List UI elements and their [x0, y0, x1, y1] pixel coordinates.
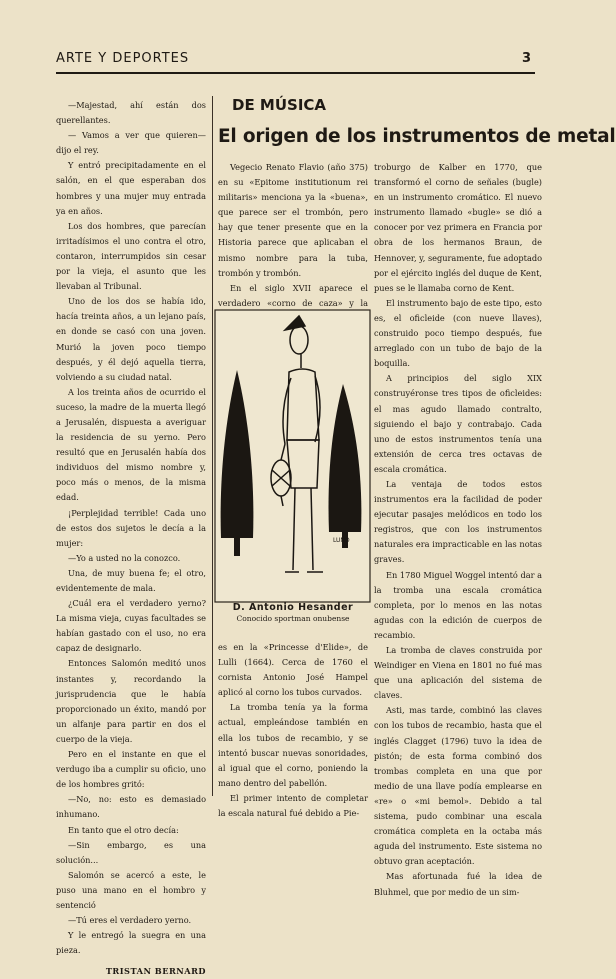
story-paragraph: — Vamos a ver que quieren— dijo el rey.	[56, 130, 206, 156]
story-paragraph: Y le entregó la suegra en una pieza.	[56, 930, 206, 956]
article-column-2-top	[218, 160, 368, 308]
article-paragraph: Asti, mas tarde, combinó las claves con los tubos de recambio, hasta que el inglés Clagget (1796) tuvo la idea de pistón; de esta forma combinó dos trombas completa en una que por medio de una llave podía emplearse en «re» o «mi bemol». Debido a tal sistema, pudo combinar una escala cromática completa en la octaba más aguda del instrumento. Este sistema no obtuvo gran aceptación.	[374, 705, 542, 867]
story-paragraph: —Sin embargo, es una solución...	[56, 839, 206, 865]
article-paragraph: El primer intento de completar la escala natural fué debido a Pie-	[218, 792, 368, 819]
article-paragraph: La tromba tenía ya la forma actual, empleándose también en ella los tubos de recambio, y se intentó buscar nuevas sonoridades, al igual que el corno, poniendo la mano dentro del pabellón.	[218, 702, 368, 788]
story-paragraph: Uno de los dos se había ido, hacía treinta años, a un lejano país, en donde se casó con una joven. Murió la joven poco tiempo después, y él dejó aquella tierra, volviendo a su ciudad natal.	[56, 296, 206, 382]
article-paragraph: troburgo de Kalber en 1770, que transformó el corno de señales (bugle) en un instrumento cromático. El nuevo instrumento llamado «bugle» se dió a conocer por vez primera en Francia por obra de los hermanos Braun, de Hennover, y, seguramente, fue adoptado por el ejército inglés del duque de Kent, pues se le llamaba corno de Kent.	[374, 162, 542, 293]
story-paragraph: ¿Cuál era el verdadero yerno? La misma vieja, cuyas facultades se habían gastado con el uso, no era capaz de designarlo.	[56, 598, 206, 654]
story-paragraph: Los dos hombres, que parecían irritadísimos el uno contra el otro, contaron, interrumpidos sin cesar por la vieja, el asunto que les llevaban al Tribunal.	[56, 220, 206, 292]
article-paragraph: A principios del siglo XIX construyéronse tres tipos de oficleides: el mas agudo llamado contralto, siguiendo el bajo y contrabajo. Cada uno de estos instrumentos tenía una extensión de cerca tres octavas de escala cromática.	[374, 373, 542, 474]
story-paragraph: —Yo a usted no la conozco.	[68, 552, 181, 563]
column-divider	[212, 96, 213, 796]
article-paragraph: Mas afortunada fué la idea de Bluhmel, que por medio de un sim-	[374, 871, 542, 897]
story-paragraph: ¡Perplejidad terrible! Cada uno de estos dos sujetos le decía a la mujer:	[56, 507, 206, 548]
article-column-2-bottom	[218, 640, 368, 819]
story-paragraph: A los treinta años de ocurrido el suceso, la madre de la muerta llegó a Jerusalén, dispuesta a averiguar la residencia de su yerno. Pero resultó que en Jerusalén había dos individuos del mismo nombre y, poco más o menos, de la misma edad.	[56, 386, 206, 503]
figure-caption	[218, 602, 368, 623]
page-number: 3	[521, 50, 531, 66]
story-column	[56, 98, 206, 977]
story-paragraph: —No, no: esto es demasiado inhumano.	[56, 794, 206, 820]
caricature-illustration	[215, 310, 370, 602]
article-paragraph: La tromba de claves construida por Weindiger en Viena en 1801 no fué mas que una aplicación del sistema de claves.	[374, 645, 542, 701]
author-signature: TRISTAN BERNARD	[105, 966, 206, 977]
caption-name: D. Antonio Hesander	[232, 602, 354, 613]
article-paragraph: es en la «Princesse d'Elide», de Lulli (1664). Cerca de 1760 el cornista Antonio José Hampel aplicó al corno los tubos curvados.	[218, 642, 368, 698]
article-headline: El origen de los instrumentos de metal	[218, 126, 616, 147]
story-paragraph: Entonces Salomón meditó unos instantes y, recordando la jurisprudencia que le había proporcionado un éxito, mandó por un alfanje para partir en dos el cuerpo de la vieja.	[56, 658, 206, 744]
article-paragraph: Vegecio Renato Flavio (año 375) en su «Epitome institutionum rei militaris» menciona ya la «buena», que parece ser el trombón, pero hay que tener presente que en la Historia parece que aplicaban el mismo nombre para la tuba, trombón y trombón.	[218, 162, 368, 278]
article-paragraph: La ventaja de todos estos instrumentos era la facilidad de poder ejecutar pasajes melódicos en todo los registros, que con los instrumentos naturales era impracticable en las notas graves.	[374, 478, 542, 565]
story-paragraph: —Tú eres el verdadero yerno.	[68, 915, 192, 926]
header-rule	[56, 72, 535, 74]
article-paragraph: En 1780 Miguel Woggel intentó dar a la tromba una escala cromática completa, por lo menos en las notas agudas con la edición de cuerpos de recambio.	[374, 569, 542, 640]
story-paragraph: Salomón se acercó a este, le puso una mano en el hombro y sentenció	[56, 869, 206, 910]
article-column-3	[374, 160, 542, 897]
story-paragraph: En tanto que el otro decía:	[68, 824, 179, 835]
section-title: ARTE Y DEPORTES	[56, 50, 190, 66]
story-paragraph: —Majestad, ahí están dos querellantes.	[56, 100, 206, 126]
story-paragraph: Y entró precipitadamente en el salón, en el que esperaban dos hombres y una mujer muy entrada ya en años.	[56, 160, 206, 216]
story-paragraph: Una, de muy buena fe; el otro, evidentemente de mala.	[56, 567, 206, 593]
article-section-label: DE MÚSICA	[232, 96, 327, 114]
article-paragraph: El instrumento bajo de este tipo, esto es, el oficleide (con nueve llaves), construido poco tiempo después, fue arreglado con un tubo de bajo de la boquilla.	[374, 297, 542, 369]
illustrator-signature: LUNO	[333, 537, 350, 544]
story-paragraph: Pero en el instante en que el verdugo iba a cumplir su oficio, uno de los hombres gritó:	[56, 749, 206, 790]
page-header	[56, 46, 531, 70]
article-paragraph: En el siglo XVII aparece el verdadero «corno de caza» y la	[218, 282, 368, 308]
caption-subtitle: Conocido sportman onubense	[236, 614, 350, 623]
